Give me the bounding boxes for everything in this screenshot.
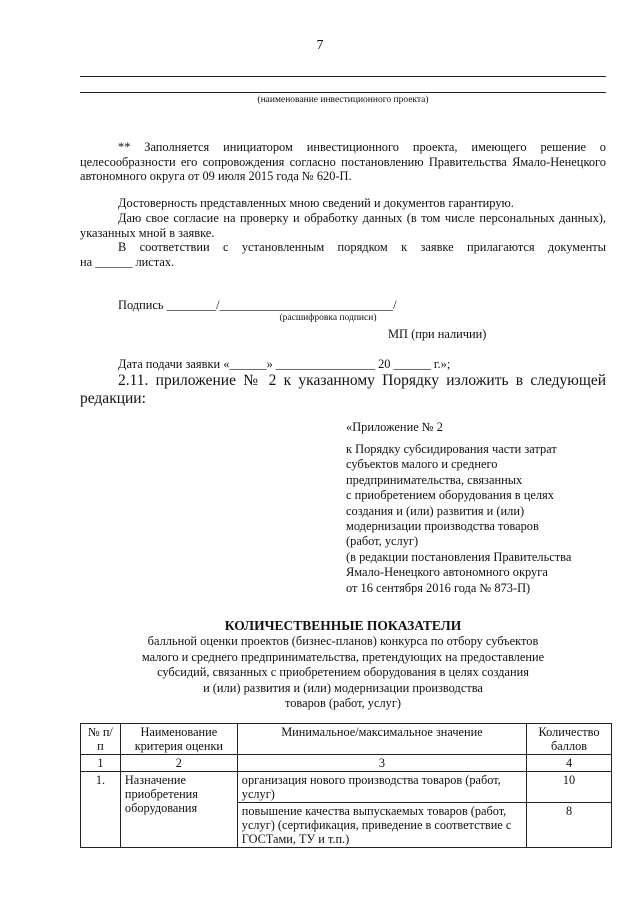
appendix-line: предпринимательства, связанных <box>346 472 523 487</box>
appendix-line: с приобретением оборудования в целях <box>346 488 554 503</box>
signature-caption: (расшифровка подписи) <box>279 313 377 323</box>
heading-subtitle-line: балльной оценки проектов (бизнес-планов) конкурса по отбору субъектов <box>147 634 539 648</box>
appendix-line: создания и (или) развития и (или) <box>346 503 525 518</box>
appendix-title: «Приложение № 2 <box>346 420 443 434</box>
appendix-line: к Порядку субсидирования части затрат <box>346 442 557 456</box>
heading-subtitle-line: товаров (работ, услуг) <box>284 696 402 710</box>
row-number: 1. <box>81 772 121 848</box>
appendix-line: (работ, услуг) <box>346 534 419 549</box>
column-number: 3 <box>237 755 526 772</box>
column-number: 1 <box>81 755 121 772</box>
header-criterion: Наименование критерия оценки <box>120 724 237 755</box>
header-number: № п/п <box>81 724 121 755</box>
signature-line: Подпись ________/____________________________/ <box>118 298 397 312</box>
stamp-label: МП (при наличии) <box>388 327 487 341</box>
heading-subtitle <box>80 634 606 712</box>
header-line-1 <box>80 76 606 77</box>
column-number: 4 <box>527 755 612 772</box>
header-value: Минимальное/максимальное значение <box>237 724 526 755</box>
row-value: повышение качества выпускаемых товаров (работ, услуг) (сертификация, приведение в соответствие с ГОСТами, ТУ и т.п.) <box>237 803 526 848</box>
table-row <box>81 772 612 803</box>
row-value: организация нового производства товаров (работ, услуг) <box>237 772 526 803</box>
table-column-numbers-row <box>81 755 612 772</box>
heading-subtitle-line: малого и среднего предпринимательства, претендующих на предоставление <box>141 649 545 664</box>
heading-subtitle-line: и (или) развития и (или) модернизации производства <box>203 680 483 695</box>
heading-subtitle-line: субсидий, связанных с приобретением оборудования в целях создания <box>157 665 529 679</box>
column-number: 2 <box>120 755 237 772</box>
page-number: 7 <box>316 38 324 53</box>
row-score: 8 <box>527 803 612 848</box>
appendix-line: от 16 сентября 2016 года № 873-П) <box>346 580 531 595</box>
appendix-line: модернизации производства товаров <box>346 519 539 534</box>
table-header-row <box>81 724 612 755</box>
amendment-line-1: 2.11. приложение № 2 к указанному Порядку изложить в следующей <box>118 372 606 389</box>
appendix-reference <box>346 442 571 596</box>
project-name-caption: (наименование инвестиционного проекта) <box>257 95 429 105</box>
appendix-line: субъектов малого и среднего <box>346 457 498 472</box>
attachments-pages: на ______ листах. <box>80 255 175 269</box>
appendix-line: (в редакции постановления Правительства <box>346 549 572 564</box>
footnote: ** Заполняется инициатором инвестиционного проекта, имеющего решение о целесообразности его сопровождения согласно постановлению Правительства Ямало-Ненецкого автономного округа от 09 июля 2015 года № 620-П. <box>80 140 606 183</box>
row-criterion: Назначение приобретения оборудования <box>120 772 237 848</box>
amendment-line-2: редакции: <box>80 390 146 407</box>
row-score: 10 <box>527 772 612 803</box>
heading-title: КОЛИЧЕСТВЕННЫЕ ПОКАЗАТЕЛИ <box>224 618 462 633</box>
appendix-line: Ямало-Ненецкого автономного округа <box>346 565 548 580</box>
attachments-statement: В соответствии с установленным порядком к заявке прилагаются документы <box>118 240 606 254</box>
scoring-table <box>80 723 612 848</box>
consent-statement: Даю свое согласие на проверку и обработку данных (в том числе персональных данных), указанных мной в заявке. <box>80 211 606 240</box>
header-score: Количество баллов <box>527 724 612 755</box>
submission-date-line: Дата подачи заявки «______» ________________ 20 ______ г.»; <box>118 357 451 371</box>
reliability-statement: Достоверность представленных мною сведений и документов гарантирую. <box>118 196 514 210</box>
header-line-2 <box>80 92 606 93</box>
